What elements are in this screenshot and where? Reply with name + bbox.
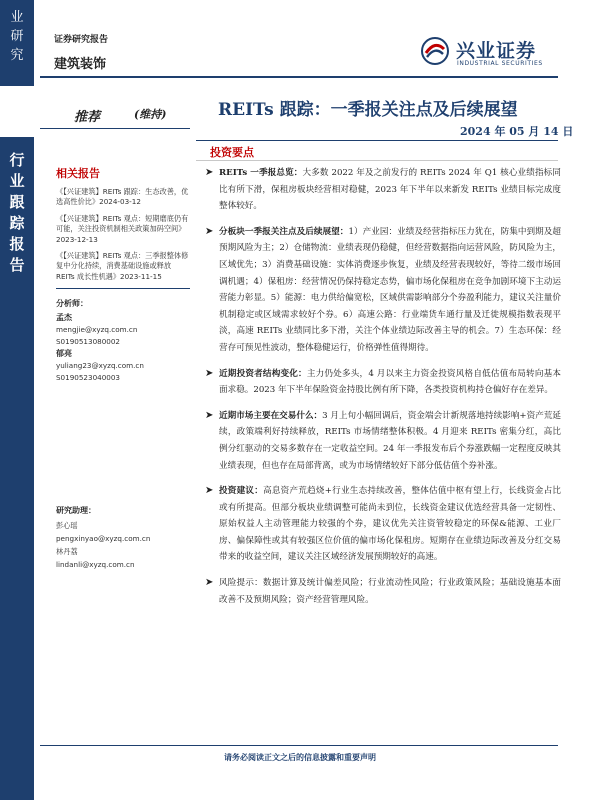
key-points-list — [205, 165, 561, 617]
key-point — [205, 224, 561, 357]
analyst-cert: S0190523040003 — [56, 373, 121, 383]
section-heading: 投资要点 — [210, 146, 254, 159]
key-point-lead: REITs 一季报总览： — [219, 168, 303, 178]
key-point-lead: 近期投资者结构变化： — [219, 368, 307, 379]
researcher-heading: 研究助理： — [56, 506, 96, 515]
key-point-body: 1）产业园：业绩及经营指标压力犹在，防集中到期及超预期风险为主；2）仓储物流：业绩表现仍稳健，但经营数据指向运营风险，防风险为主，区域优先；3）消费基础设施：实体消费逐步恢复，业绩及经营表现较好，等待二级市场回调机遇；4）保租房：经营情况仍保持稳定态势，偏市场化保租房在竞争加剧环境下主动运营能力彰显。5）能源：电力供给偏宽松，区域供需影响部分个券盈利能力，建议关注量价机制稳定或区域需求较好个券。6）高速公路：行业端货车通行量及迁徙规模指数表现平淡，高速 REITs 业绩同比多下滑，关注个体业绩边际改善主导的机会。7）生态环保：经营存可预见性波动，整体稳健运行，价格弹性值得期待。 — [219, 226, 561, 353]
band-report-category: 行业跟踪报告 — [9, 151, 25, 274]
bullet-icon: ➤ — [205, 367, 214, 379]
analyst-heading: 分析师： — [56, 299, 88, 309]
analyst-name: 郁亮 — [56, 349, 72, 359]
key-point-body: 3 月上旬小幅回调后，资金端会计新规落地持续影响+资产荒延续，政策端利好持续释放，REITs 市场情绪整体积极。4 月迎来 REITs 密集分红，高比例分红驱动的交易多数存在一定收益空间。24 年一季报发布后个券涨跌幅一定程度反映其业绩表现，但也存在局部背离，或为市场情绪较好下部分低估值个券补涨。 — [219, 410, 561, 471]
key-point — [205, 366, 561, 399]
key-point — [205, 408, 561, 474]
key-point-lead: 投资建议： — [219, 486, 264, 497]
related-report-item[interactable]: 《【兴证建筑】REITs 观点：三季报整体修复中分化持续，消费基础设施或释放 REITs 成长性机遇》2023-11-15 — [56, 251, 189, 281]
logo-name-cn: 兴业证券 — [456, 40, 537, 62]
report-date: 2024 年 05 月 14 日 — [460, 125, 574, 138]
industry-label: 建筑装饰 — [54, 57, 107, 72]
report-title: REITs 跟踪：一季报关注点及后续展望 — [218, 100, 518, 120]
footer-disclaimer: 请务必阅读正文之后的信息披露和重要声明 — [224, 753, 376, 762]
bullet-icon: ➤ — [205, 167, 214, 178]
related-report-item[interactable]: 《【兴证建筑】REITs 观点：短期磨底仍有可能，关注投资机制相关政策加码空间》2023-12-13 — [56, 213, 189, 244]
key-point-body: 高息资产荒趋烧+行业生态持续改善，整体估值中枢有望上行，长线资金占比或有所提高。但部分板块业绩调整可能尚未到位，长线资金建议优选经营具备一定韧性、原始权益人主动管理能力较强的个券，建议优先关注资管较稳定的环保&能源、工业厂房、偏保障性或其有较强区位价值的偏市场化保租房。短期存在业绩边际改善及分红交易带来的收益空间，建议关注区域经济发展预期较好的高速。 — [219, 486, 561, 563]
analyst-name: 孟杰 — [56, 313, 72, 323]
sidebar-divider — [56, 288, 190, 289]
rating: 推荐 — [74, 110, 101, 125]
key-point — [205, 575, 561, 608]
related-report-item[interactable]: 《【兴证建筑】REITs 跟踪：生态改善，优选高性价比》2024-03-12 — [56, 187, 189, 207]
researcher-block — [56, 505, 190, 571]
header-divider — [40, 76, 558, 78]
key-point-body: 大多数 2022 年及之前发行的 REITs 2024 年 Q1 核心业绩指标同比有所下滑，保租房板块经营相对稳健，2023 年下半年以来新发 REITs 业绩目标完成度整体较好。 — [219, 168, 561, 212]
section-divider — [196, 160, 558, 161]
rating-divider — [40, 128, 190, 129]
related-reports-heading: 相关报告 — [56, 167, 100, 180]
report-type-label: 证券研究报告 — [54, 35, 109, 45]
researcher-name: 林丹荔 — [56, 547, 78, 556]
bullet-icon: ➤ — [205, 409, 214, 421]
bullet-icon: ➤ — [205, 225, 214, 237]
analyst-email[interactable]: yuliang23@xyzq.com.cn — [56, 361, 144, 371]
band-top-label: 业研究 — [10, 10, 24, 63]
researcher-email[interactable]: lindanli@xyzq.com.cn — [56, 560, 135, 569]
key-point-body: 主力仍处多头，4 月以来主力资金投资风格自低估值布局转向基本面求稳。2023 年下半年保险资金持股比例有所下降，各类投资机构持仓偏好存在差异。 — [219, 368, 561, 396]
researcher-name: 彭心瑶 — [56, 521, 78, 530]
footer-divider — [40, 745, 558, 746]
title-divider — [196, 140, 558, 141]
analyst-email[interactable]: mengjie@xyzq.com.cn — [56, 325, 138, 335]
logo-emblem-icon — [420, 36, 450, 66]
rating-note: (维持) — [134, 108, 167, 121]
bullet-icon: ➤ — [205, 577, 214, 589]
bullet-icon: ➤ — [205, 485, 214, 497]
analyst-cert: S0190513080002 — [56, 337, 121, 347]
key-point-body: 风险提示：数据计算及统计偏差风险；行业流动性风险；行业政策风险；基础设施基本面改善不及预期风险；资产经营管理风险。 — [219, 578, 561, 605]
analyst-entry — [56, 312, 190, 348]
researcher-email[interactable]: pengxinyao@xyzq.com.cn — [56, 534, 151, 543]
company-logo — [420, 36, 570, 70]
analyst-entry — [56, 348, 190, 384]
logo-name-en: INDUSTRIAL SECURITIES — [457, 60, 543, 67]
key-point-lead: 分板块一季报关注点及后续展望： — [219, 226, 349, 237]
related-reports-list — [56, 187, 190, 282]
sidebar — [56, 165, 190, 384]
key-point — [205, 165, 561, 215]
key-point-lead: 近期市场主要在交易什么： — [219, 410, 323, 421]
key-point — [205, 483, 561, 566]
